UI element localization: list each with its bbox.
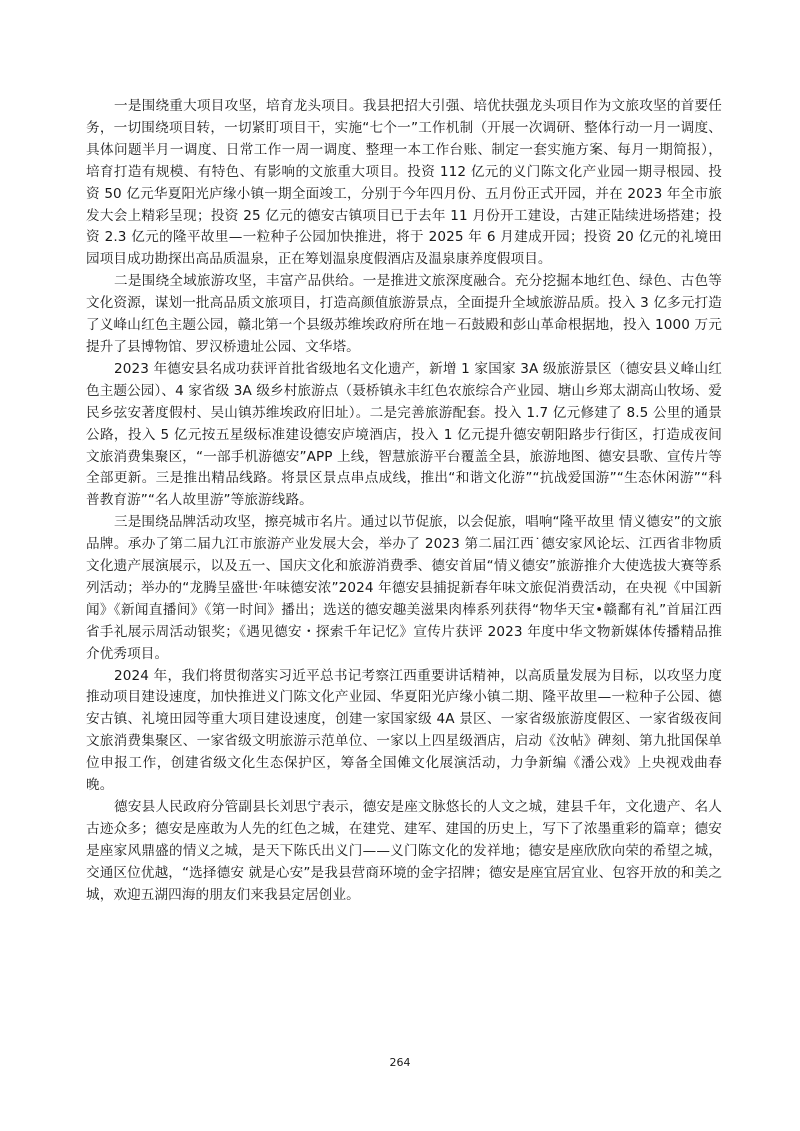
paragraph-major-projects: 一是围绕重大项目攻坚，培育龙头项目。我县把招大引强、培优扶强龙头项目作为文旅攻坚的首要任务，一切围绕项目转，一切紧盯项目干，实施“七个一”工作机制（开展一次调研、整体行动一月一调度、具体问题半月一调度、日常工作一周一调度、整理一本工作台账、制定一套实施方案、每月一期简报），培育打造有规模、有特色、有影响的文旅重大项目。投资 112 亿元的义门陈文化产业园一期寻根园、投资 50 亿元华夏阳光庐缘小镇一期全面竣工，分别于今年四月份、五月份正式开园，并在 2023 年全市旅发大会上精彩呈现；投资 25 亿元的德安古镇项目已于去年 11 月份开工建设，古建正陆续进场搭建；投资 2.3 亿元的隆平故里—一粒种子公园加快推进，将于 2025 年 6 月建成开园；投资 20 亿元的礼境田园项目成功勘探出高品质温泉，正在筹划温泉度假酒店及温泉康养度假项目。: [86, 98, 722, 268]
page-number: 264: [389, 1056, 411, 1069]
paragraph-all-area-tourism: 二是围绕全域旅游攻坚，丰富产品供给。一是推进文旅深度融合。充分挖掘本地红色、绿色、古色等文化资源，谋划一批高品质文旅项目，打造高颜值旅游景点，全面提升全域旅游品质。投入 3 亿多元打造了义峰山红色主题公园，赣北第一个县级苏维埃政府所在地－石鼓殿和彭山革命根据地，投入 1000 万元提升了县博物馆、罗汉桥遗址公园、文华塔。: [86, 273, 722, 355]
paragraph-2024-plan: 2024 年，我们将贯彻落实习近平总书记考察江西重要讲话精神，以高质量发展为目标，以攻坚力度推动项目建设速度，加快推进义门陈文化产业园、华夏阳光庐缘小镇二期、隆平故里—一粒种子公园、德安古镇、礼境田园等重大项目建设速度，创建一家国家级 4A 景区、一家省级旅游度假区、一家省级夜间文旅消费集聚区、一家省级文明旅游示范单位、一家以上四星级酒店，启动《汝帖》碑刻、第九批国保单位申报工作，创建省级文化生态保护区，筹备全国傩文化展演活动，力争新编《潘公戏》上央视戏曲春晚。: [86, 667, 722, 794]
paragraph-deputy-county-head-remarks: 德安县人民政府分管副县长刘思宁表示，德安是座文脉悠长的人文之城，建县千年，文化遗产、名人古迹众多；德安是座敢为人先的红色之城，在建党、建军、建国的历史上，写下了浓墨重彩的篇章；德安是座家风鼎盛的情义之城，是天下陈氏出义门——义门陈文化的发祥地；德安是座欣欣向荣的希望之城，交通区位优越，“选择德安 就是心安”是我县营商环境的金字招牌；德安是座宜居宜业、包容开放的和美之城，欢迎五湖四海的朋友们来我县定居创业。: [86, 799, 722, 903]
article-body: [86, 96, 722, 907]
paragraph-2023-achievements: 2023 年德安县名成功获评首批省级地名文化遗产，新增 1 家国家 3A 级旅游景区（德安县义峰山红色主题公园）、4 家省级 3A 级乡村旅游点（聂桥镇永丰红色农旅综合产业园、塘山乡郑太湖高山牧场、爱民乡弦安著度假村、吴山镇苏维埃政府旧址）。二是完善旅游配套。投入 1.7 亿元修建了 8.5 公里的通景公路，投入 5 亿元按五星级标准建设德安庐境酒店，投入 1 亿元提升德安朝阳路步行街区，打造成夜间文旅消费集聚区，“一部手机游德安”APP 上线，智慧旅游平台覆盖全县，旅游地图、德安县歌、宣传片等全部更新。三是推出精品线路。将景区景点串点成线，推出“和谐文化游”“抗战爱国游”“生态休闲游”“科普教育游”“名人故里游”等旅游线路。: [86, 360, 722, 509]
paragraph-brand-activities: 三是围绕品牌活动攻坚，擦亮城市名片。通过以节促旅，以会促旅，唱响“隆平故里 情义德安”的文旅品牌。承办了第二届九江市旅游产业发展大会，举办了 2023 第二届江西˙德安家风论坛、江西省非物质文化遗产展演展示，以及五一、国庆文化和旅游消费季、德安首届“情义德安”旅游推介大使选拔大赛等系列活动；举办的“龙腾呈盛世·年味德安浓”2024 年德安县捕捉新春年味文旅促消费活动，在央视《中国新闻》《新闻直播间》《第一时间》播出；选送的德安趣美滋果肉棒系列获得“物华天宝•赣鄱有礼”首届江西省手礼展示周活动银奖；《遇见德安・探索千年记忆》宣传片获评 2023 年度中华文物新媒体传播精品推介优秀项目。: [86, 514, 722, 662]
